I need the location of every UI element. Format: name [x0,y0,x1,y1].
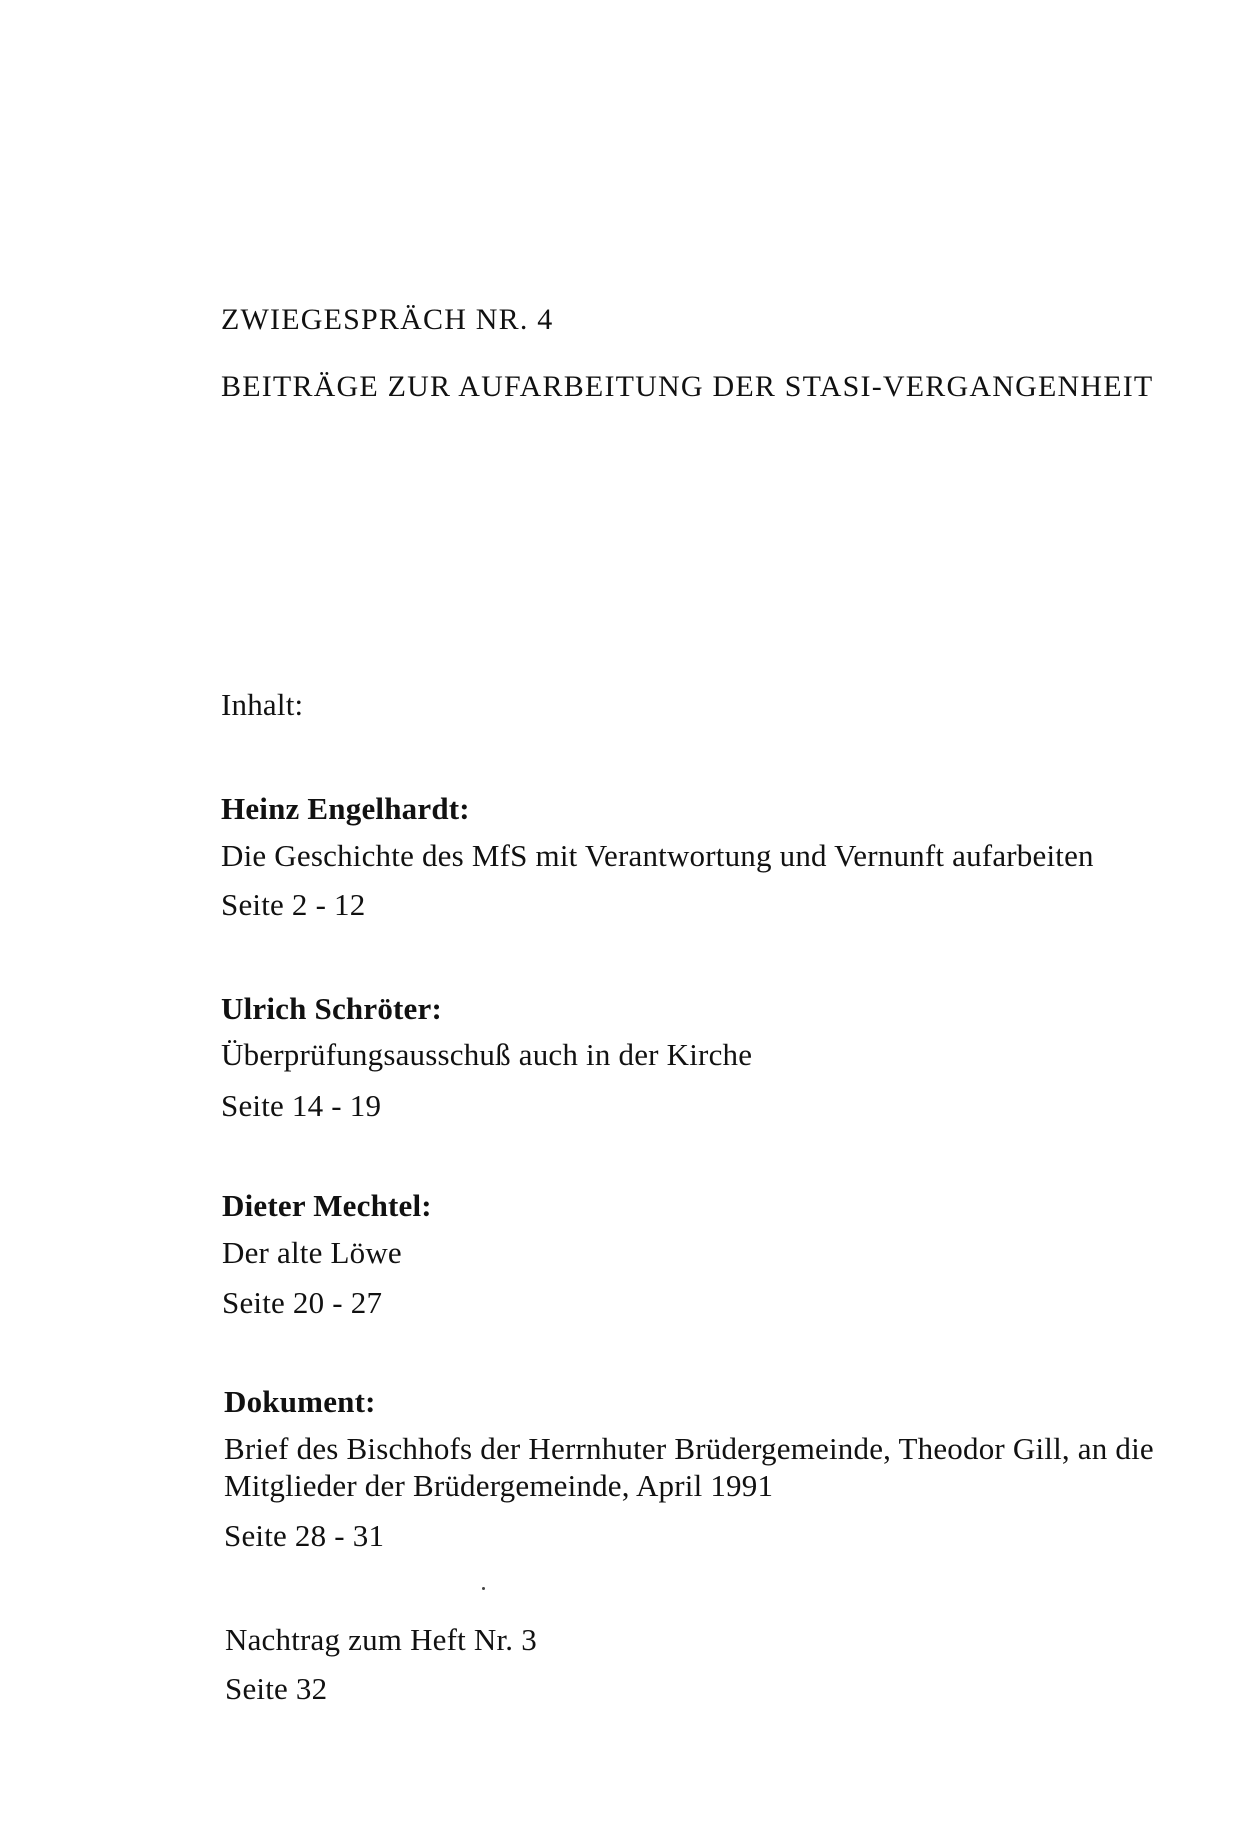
entry-pages: Seite 14 - 19 [221,1088,382,1123]
entry-pages: Seite 20 - 27 [222,1285,383,1320]
entry-pages: Seite 2 - 12 [221,887,366,922]
scan-speck [482,1587,485,1590]
entry-title-line: Mitglieder der Brüdergemeinde, April 1991 [224,1468,774,1503]
contents-label: Inhalt: [221,687,304,722]
entry-author: Dieter Mechtel: [222,1188,432,1223]
entry-pages: Seite 28 - 31 [224,1518,385,1553]
supplement-title: Nachtrag zum Heft Nr. 3 [225,1622,537,1657]
supplement-pages: Seite 32 [225,1671,328,1706]
entry-author: Heinz Engelhardt: [221,791,470,826]
entry-title-line: Brief des Bischhofs der Herrnhuter Brüdergemeinde, Theodor Gill, an die [224,1431,1154,1466]
entry-title: Überprüfungsausschuß auch in der Kirche [221,1037,753,1072]
entry-author: Ulrich Schröter: [221,991,442,1026]
entry-author: Dokument: [224,1384,376,1419]
entry-title: Die Geschichte des MfS mit Verantwortung und Vernunft aufarbeiten [221,838,1094,873]
entry-title: Der alte Löwe [222,1235,402,1270]
document-subtitle: BEITRÄGE ZUR AUFARBEITUNG DER STASI-VERGANGENHEIT [221,370,1154,403]
series-heading: ZWIEGESPRÄCH NR. 4 [221,303,554,336]
